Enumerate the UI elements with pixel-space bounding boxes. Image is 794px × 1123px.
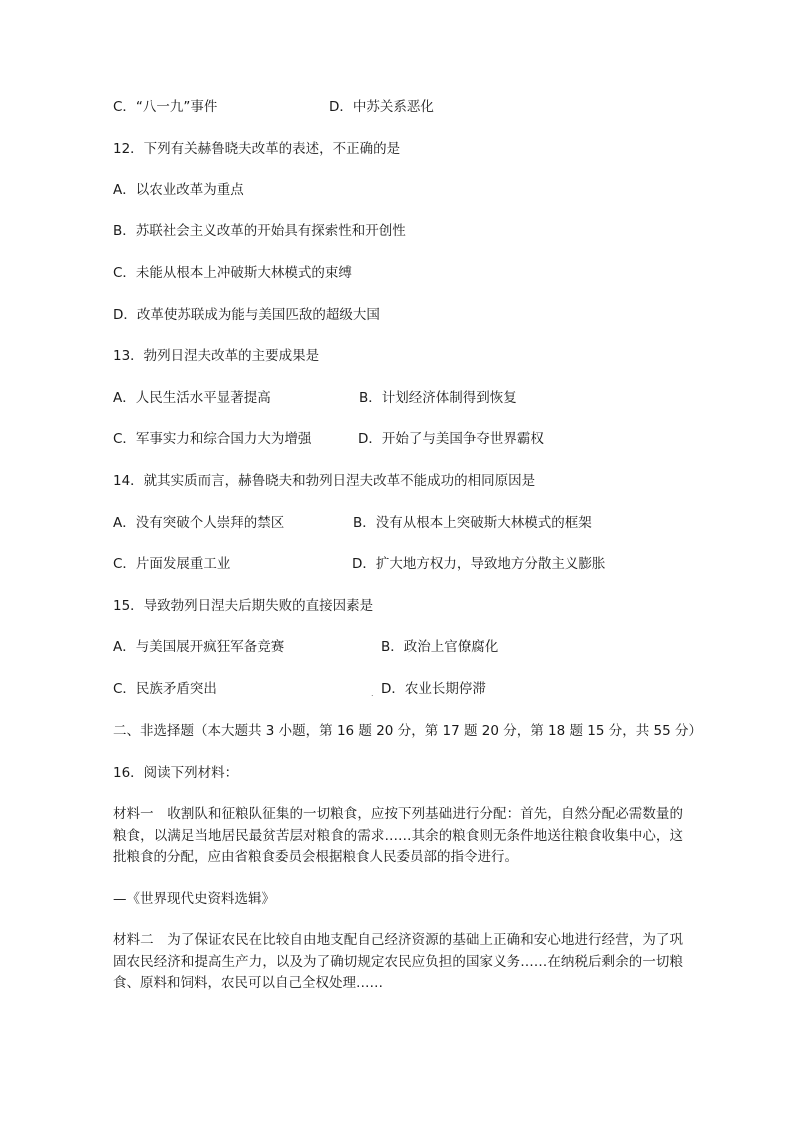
- q12-option-c: C．未能从根本上冲破斯大林模式的束缚: [113, 265, 352, 281]
- q13-stem: 13．勃列日涅夫改革的主要成果是: [113, 348, 320, 364]
- q15-stem: 15．导致勃列日涅夫后期失败的直接因素是: [113, 598, 374, 614]
- q13-option-c: C．军事实力和综合国力大为增强: [113, 431, 312, 447]
- q15-option-b: B．政治上官僚腐化: [381, 639, 499, 655]
- q12-option-b: B．苏联社会主义改革的开始具有探索性和开创性: [113, 223, 406, 239]
- q16-material-2: 材料二 为了保证农民在比较自由地支配自己经济资源的基础上正确和安心地进行经营，为了巩固农民经济和提高生产力，以及为了确切规定农民应负担的国家义务……在纳税后剩余的一切粮食、原料和饲料，农民可以自己全权处理……: [113, 932, 683, 991]
- q12-option-a: A．以农业改革为重点: [113, 182, 244, 198]
- q14-stem: 14．就其实质而言，赫鲁晓夫和勃列日涅夫改革不能成功的相同原因是: [113, 473, 536, 489]
- section-heading: 二、非选择题（本大题共 3 小题，第 16 题 20 分，第 17 题 20 分，第 18 题 15 分，共 55 分）: [113, 723, 702, 739]
- q15-option-d: D．农业长期停滞: [381, 681, 486, 697]
- q14-option-a: A．没有突破个人崇拜的禁区: [113, 515, 285, 531]
- q12-stem: 12．下列有关赫鲁晓夫改革的表述，不正确的是: [113, 141, 401, 157]
- q14-option-b: B．没有从根本上突破斯大林模式的框架: [353, 515, 592, 531]
- q13-option-b: B．计划经济体制得到恢复: [359, 390, 517, 406]
- q13-option-a: A．人民生活水平显著提高: [113, 390, 271, 406]
- q13-option-d: D．开始了与美国争夺世界霸权: [358, 431, 544, 447]
- q11-option-c: C．“八一九”事件: [113, 99, 218, 115]
- q15-option-c: C．民族矛盾突出: [113, 681, 217, 697]
- q14-option-d: D．扩大地方权力，导致地方分散主义膨胀: [352, 556, 606, 572]
- q16-stem: 16．阅读下列材料：: [113, 765, 239, 781]
- q11-option-d: D．中苏关系恶化: [329, 99, 434, 115]
- q12-option-d: D．改革使苏联成为能与美国匹敌的超级大国: [113, 307, 380, 323]
- q16-source-1: —《世界现代史资料选辑》: [113, 891, 275, 907]
- q16-material-1: 材料一 收割队和征粮队征集的一切粮食，应按下列基础进行分配：首先，自然分配必需数量的粮食，以满足当地居民最贫苦层对粮食的需求……其余的粮食则无条件地送往粮食收集中心，这批粮食的分配，应由省粮食委员会根据粮食人民委员部的指令进行。: [113, 806, 683, 865]
- stray-dot: .: [371, 689, 374, 698]
- q14-option-c: C．片面发展重工业: [113, 556, 231, 572]
- q15-option-a: A．与美国展开疯狂军备竞赛: [113, 639, 285, 655]
